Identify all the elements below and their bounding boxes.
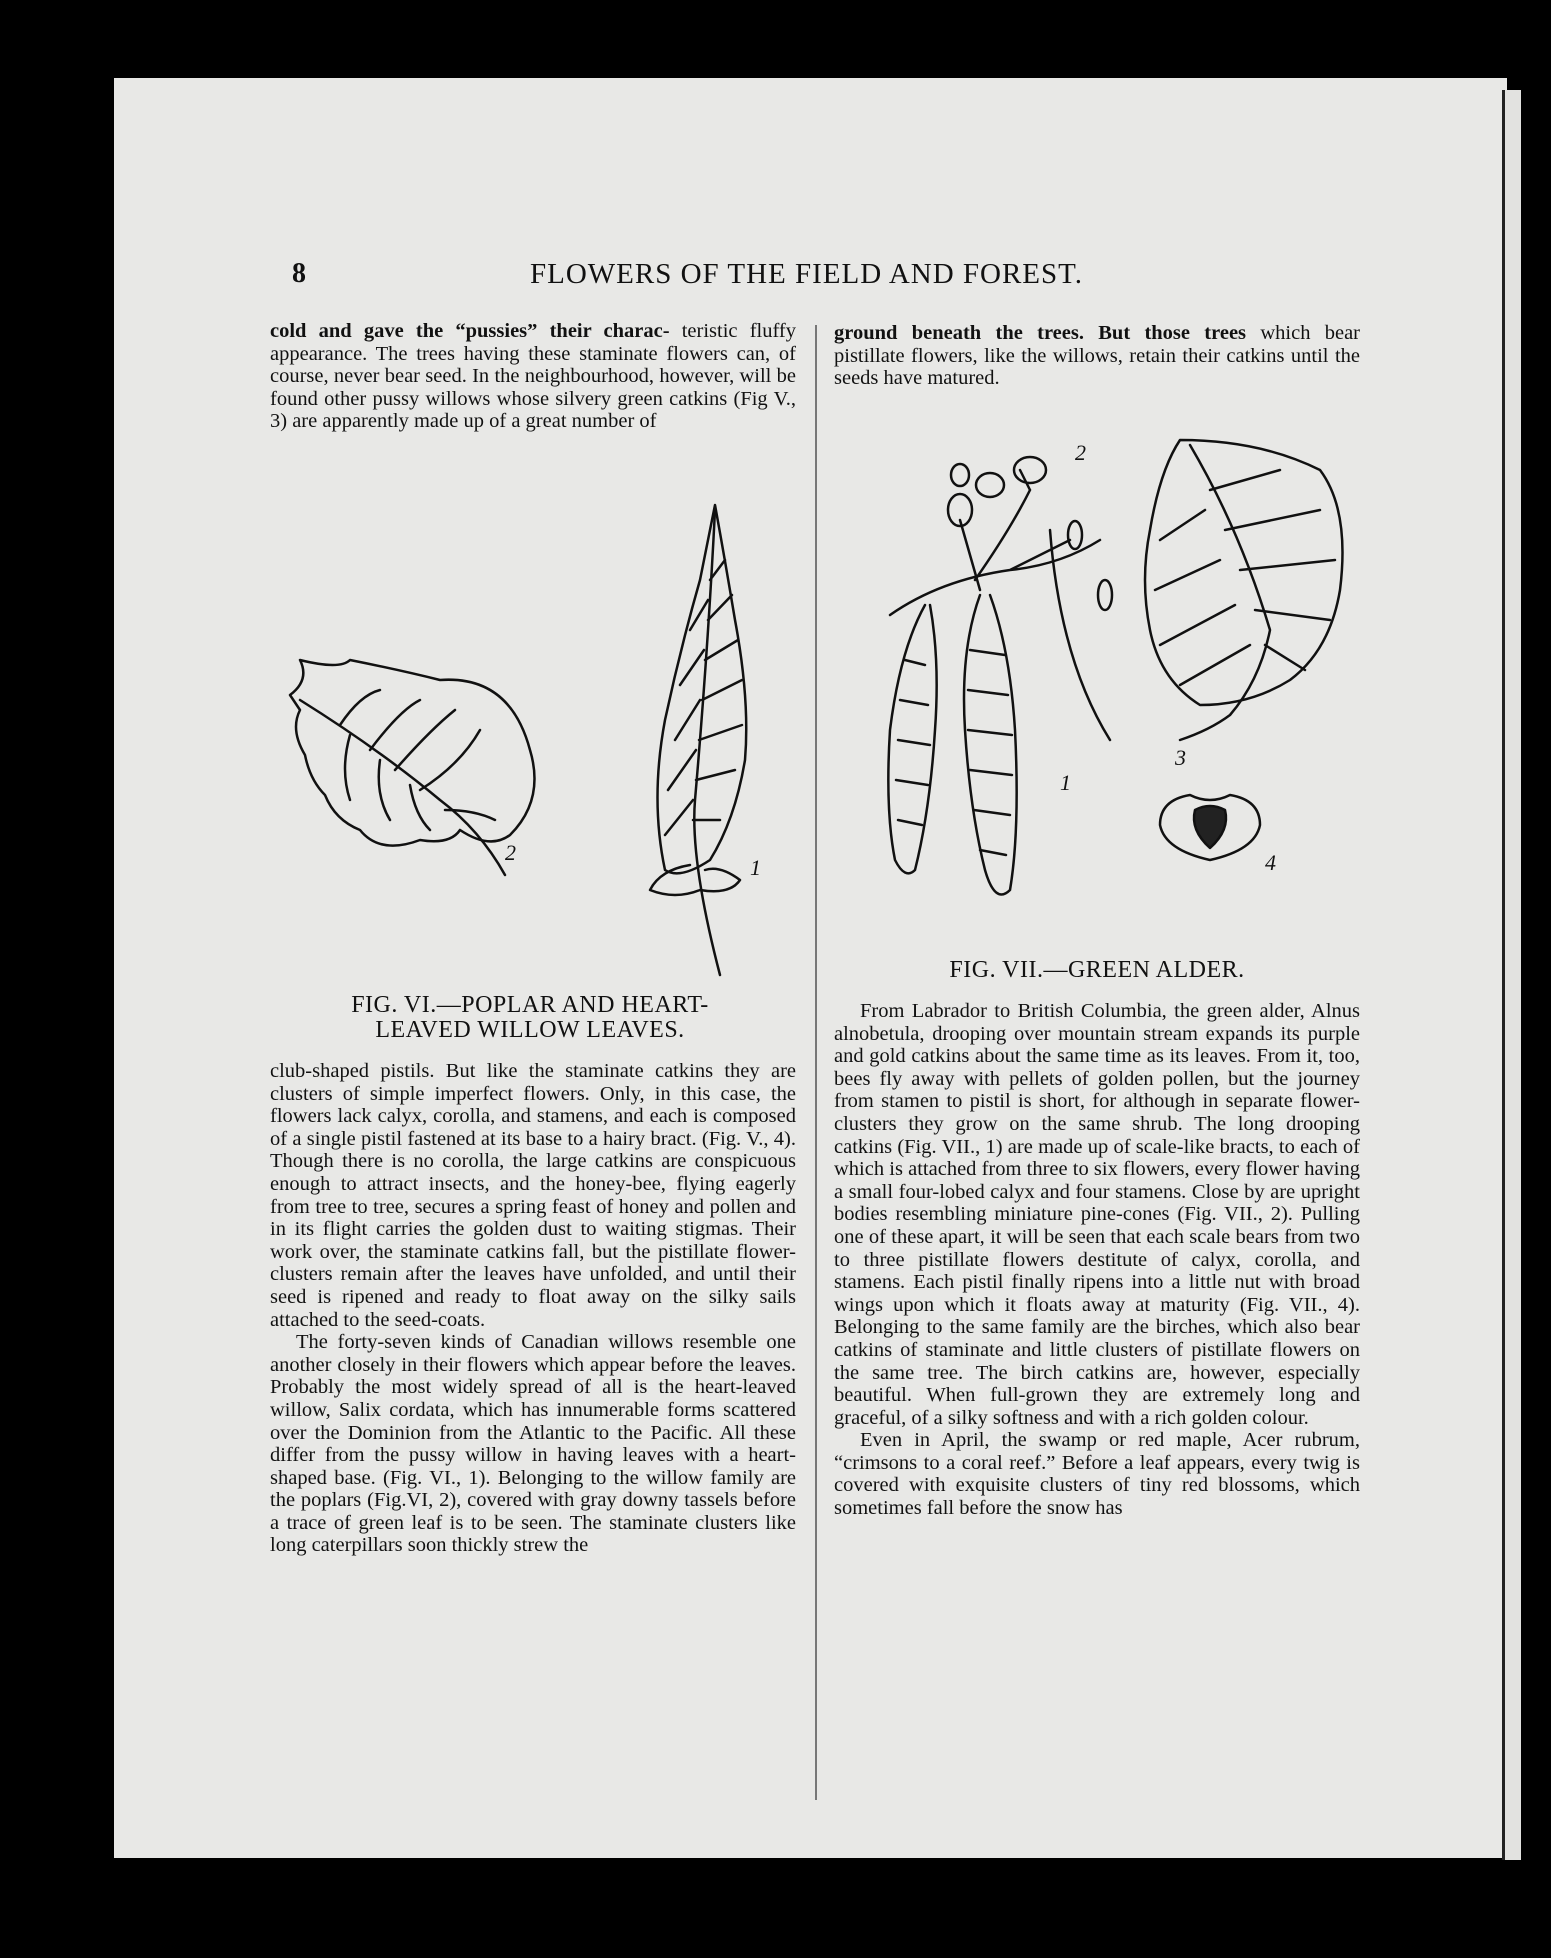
right-column-bottom-text [834,1000,1360,1520]
left-top-paragraph: teristic fluffy appearance. The trees having these staminate flowers can, of course, never bear seed. In the neighbourhood, however, will be found other pussy willows whose silvery green catkins (Fig V., 3) are apparently made up of a great number of [270,320,797,433]
running-title: FLOWERS OF THE FIELD AND FOREST. [530,258,1083,290]
page-number: 8 [292,258,306,289]
figure-vii-caption: FIG. VII.—GREEN ALDER. [949,957,1245,983]
left-top-bold-line: cold and gave the “pussies” their charac- [270,320,670,342]
willow-leaf-outline [658,505,747,873]
column-divider [815,325,817,1800]
figure-vii-label-3: 3 [1175,745,1186,770]
figure-vi-illustration [280,500,780,990]
figure-vii-label-2: 2 [1075,440,1086,465]
figure-vi-caption: FIG. VI.—POPLAR AND HEART- LEAVED WILLOW LEAVES. [351,992,709,1043]
right-column-top-text [834,322,1360,390]
alder-branch [890,470,1110,740]
left-column-bottom-text [270,1060,796,1557]
figure-vii-label-4: 4 [1265,850,1276,875]
right-bottom-paragraph-2: Even in April, the swamp or red maple, Acer rubrum, “crimsons to a coral reef.” Before a leaf appears, every twig is covered with exquisite clusters of tiny red blossoms, which sometimes fall before the snow has [834,1429,1360,1520]
alder-catkin-right [964,595,1017,895]
next-page-edge [1502,90,1521,1860]
figure-vii-illustration [860,430,1360,950]
poplar-leaf-outline [290,660,535,846]
left-bottom-paragraph-2: The forty-seven kinds of Canadian willows resemble one another closely in their flowers which appear before the leaves. Probably the most widely spread of all is the heart-leaved willow, Salix cordata, which has innumerable forms scattered over the Dominion from the Atlantic to the Pacific. All these differ from the pussy willow in having leaves with a heart-shaped base. (Fig. VI., 1). Belonging to the willow family are the poplars (Fig.VI, 2), covered with gray downy tassels before a trace of green leaf is to be seen. The staminate clusters like long caterpillars soon thickly strew the [270,1331,796,1557]
figure-vi-label-1: 1 [750,855,761,880]
willow-leaf-midrib [694,510,720,975]
right-top-bold-line: ground beneath the trees. But those trees [834,322,1247,344]
left-column-top-text [270,320,796,433]
alder-catkin-left [888,605,936,873]
figure-vii-label-1: 1 [1060,770,1071,795]
left-bottom-paragraph-1: club-shaped pistils. But like the staminate catkins they are clusters of simple imperfect flowers. Only, in this case, the flowers lack calyx, corolla, and stamens, and each is composed of a single pistil fastened at its base to a hairy bract. (Fig. V., 4). Though there is no corolla, the large catkins are conspicuous enough to attract insects, and the honey-bee, flying eagerly from tree to tree, secures a spring feast of honey and pollen and in its flight carries the golden dust to waiting stigmas. Their work over, the staminate catkins fall, but the pistillate flower-clusters remain after the leaves have unfolded, and until their seed is ripened and ready to float away on the silky sails attached to the seed-coats. [270,1060,796,1331]
page-header [292,258,1222,294]
right-bottom-paragraph-1: From Labrador to British Columbia, the green alder, Alnus alnobetula, drooping over mountain stream expands its purple and gold catkins about the same time as its leaves. From it, too, bees fly away with pellets of golden pollen, but the journey from stamen to pistil is short, for although in separate flower-clusters they grow on the same shrub. The long drooping catkins (Fig. VII., 1) are made up of scale-like bracts, to each of which is attached from three to six flowers, every flower having a small four-lobed calyx and four stamens. Close by are upright bodies resembling miniature pine-cones (Fig. VII., 2). Pulling one of these apart, it will be seen that each scale bears from two to three pistillate flowers destitute of calyx, corolla, and stamens. Each pistil finally ripens into a little nut with broad wings upon which it floats away at maturity (Fig. VII., 4). Belonging to the same family are the birches, which also bear catkins of staminate and little clusters of pistillate flowers on the same tree. The birch catkins are, however, especially beautiful. When full-grown they are extremely long and graceful, of a silky softness and with a rich golden colour. [834,1000,1360,1429]
poplar-leaf-midrib [300,700,505,875]
figure-vi-label-2: 2 [505,840,516,865]
right-top-paragraph: which bear pistillate flowers, like the willows, retain their catkins until the seeds have matured. [834,322,1361,390]
alder-nut-seed [1194,806,1226,848]
